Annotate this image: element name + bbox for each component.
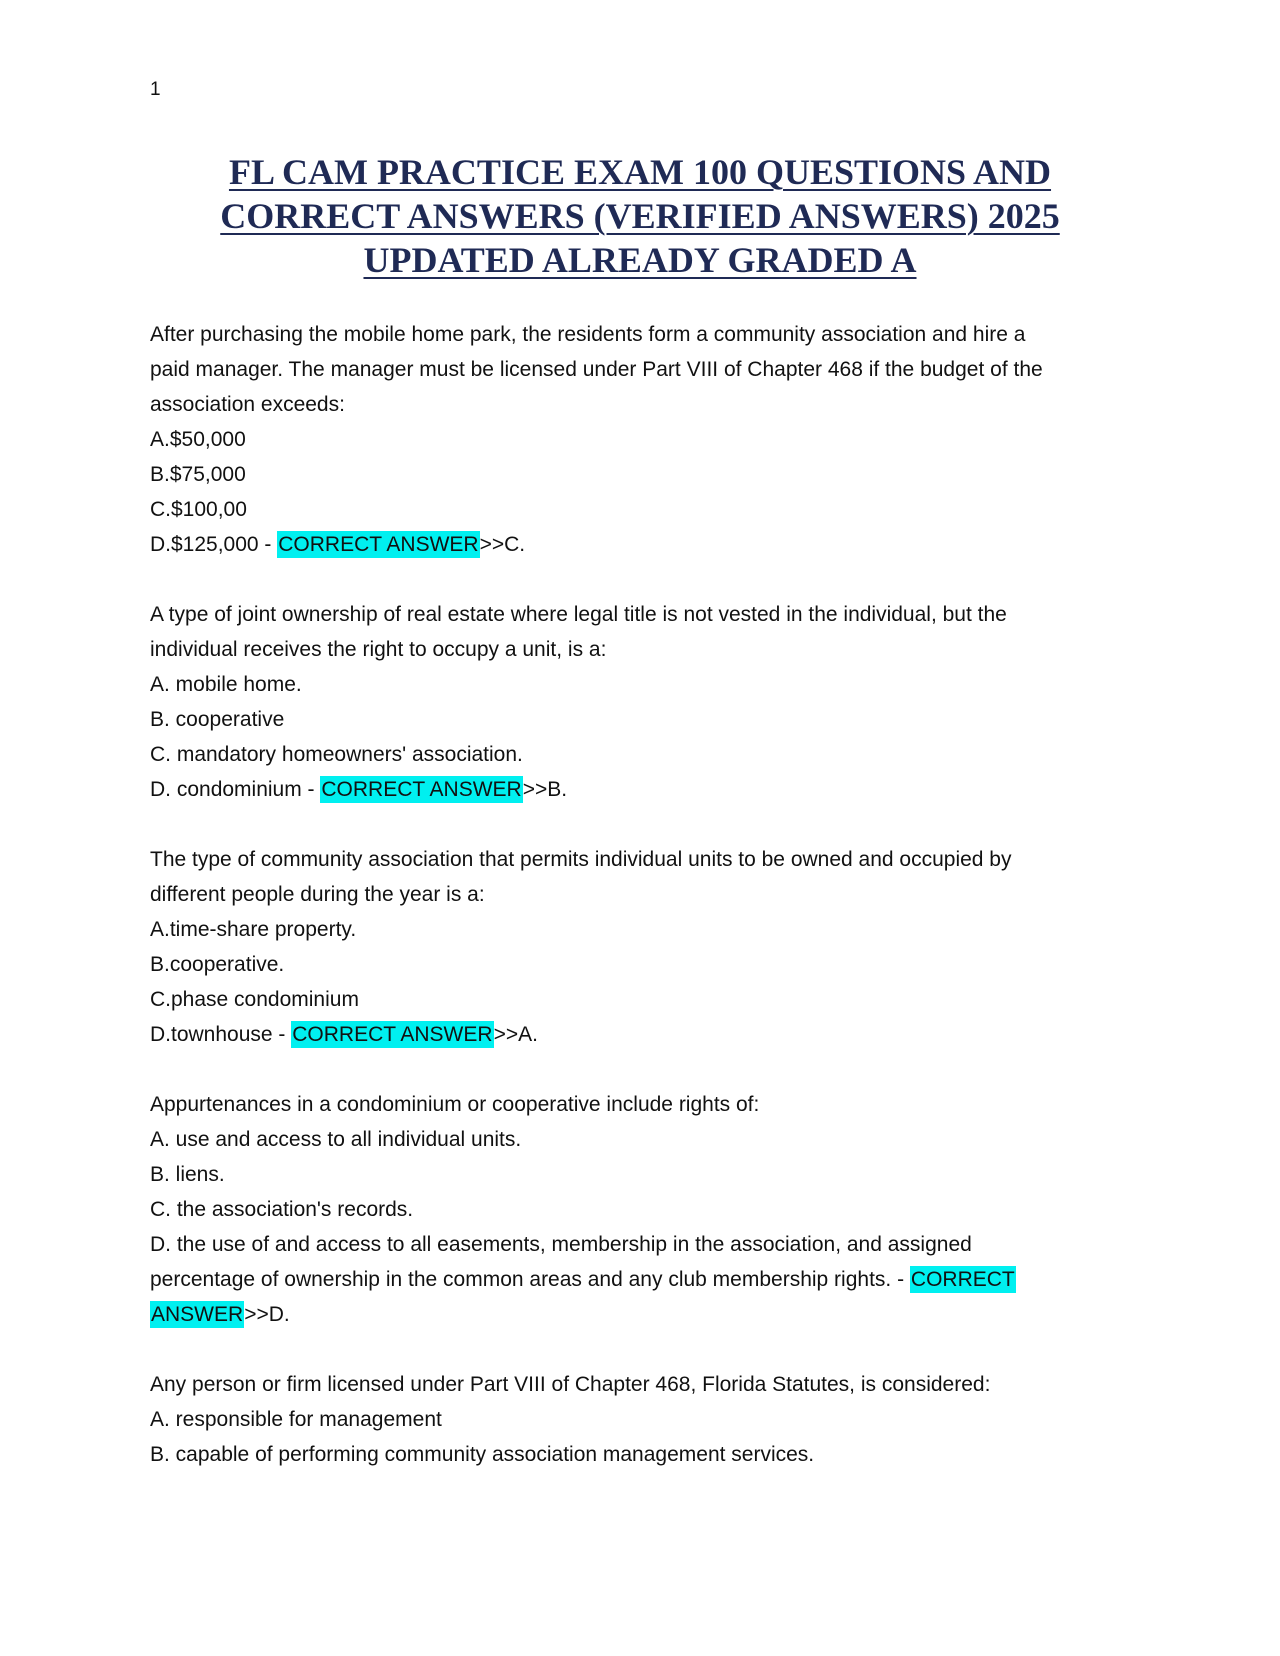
answer-option: percentage of ownership in the common areas and any club membership rights. - bbox=[150, 1268, 910, 1291]
answer-option: B. capable of performing community association management services. bbox=[150, 1443, 815, 1466]
question-block-5 bbox=[150, 1367, 1130, 1472]
correct-answer-highlight: CORRECT ANSWER bbox=[321, 778, 522, 801]
question-stem-line: Any person or firm licensed under Part VIII of Chapter 468, Florida Statutes, is considered: bbox=[150, 1373, 991, 1396]
correct-answer-highlight: CORRECT bbox=[910, 1268, 1015, 1291]
answer-option-with-key bbox=[150, 1262, 1130, 1297]
answer-option: B.cooperative. bbox=[150, 953, 285, 976]
answer-option: B. cooperative bbox=[150, 708, 285, 731]
correct-answer-highlight: CORRECT ANSWER bbox=[278, 533, 479, 556]
answer-option: D. the use of and access to all easements, membership in the association, and assigned bbox=[150, 1233, 972, 1256]
page-number: 1 bbox=[150, 79, 161, 100]
title-line-1: FL CAM PRACTICE EXAM 100 QUESTIONS AND bbox=[228, 152, 1052, 192]
answer-option: C. the association's records. bbox=[150, 1198, 414, 1221]
question-block-1 bbox=[150, 317, 1130, 562]
correct-answer-letter: >>B. bbox=[522, 778, 568, 801]
question-stem-line: paid manager. The manager must be licensed under Part VIII of Chapter 468 if the budget of the bbox=[150, 358, 1043, 381]
question-stem-line: different people during the year is a: bbox=[150, 883, 485, 906]
title-line-3: UPDATED ALREADY GRADED A bbox=[363, 240, 917, 280]
question-block-3 bbox=[150, 842, 1130, 1052]
answer-option: A. use and access to all individual units. bbox=[150, 1128, 522, 1151]
answer-option: A.time-share property. bbox=[150, 918, 357, 941]
correct-answer-highlight: CORRECT ANSWER bbox=[292, 1023, 493, 1046]
question-block-2 bbox=[150, 597, 1130, 807]
answer-option: B.$75,000 bbox=[150, 463, 246, 486]
answer-option-with-key bbox=[150, 527, 1130, 562]
title-line-2: CORRECT ANSWERS (VERIFIED ANSWERS) 2025 bbox=[220, 196, 1060, 236]
correct-answer-letter: >>C. bbox=[479, 533, 526, 556]
question-list bbox=[150, 317, 1130, 1507]
answer-option: C.phase condominium bbox=[150, 988, 359, 1011]
document-title bbox=[150, 150, 1130, 282]
answer-key-continuation bbox=[150, 1297, 1130, 1332]
question-stem-line: The type of community association that permits individual units to be owned and occupied by bbox=[150, 848, 1012, 871]
answer-option: B. liens. bbox=[150, 1163, 225, 1186]
answer-option: D.townhouse - bbox=[150, 1023, 292, 1046]
correct-answer-letter: >>A. bbox=[493, 1023, 538, 1046]
question-stem-line: A type of joint ownership of real estate where legal title is not vested in the individual, but the bbox=[150, 603, 1007, 626]
answer-option: D. condominium - bbox=[150, 778, 321, 801]
answer-option: C.$100,00 bbox=[150, 498, 247, 521]
correct-answer-highlight: ANSWER bbox=[151, 1303, 244, 1326]
answer-option: A. mobile home. bbox=[150, 673, 302, 696]
answer-option: A.$50,000 bbox=[150, 428, 246, 451]
answer-option-with-key bbox=[150, 1017, 1130, 1052]
answer-option-with-key bbox=[150, 772, 1130, 807]
answer-option: C. mandatory homeowners' association. bbox=[150, 743, 523, 766]
correct-answer-letter: >>D. bbox=[244, 1303, 290, 1326]
question-stem-line: Appurtenances in a condominium or cooperative include rights of: bbox=[150, 1093, 760, 1116]
question-stem-line: individual receives the right to occupy a unit, is a: bbox=[150, 638, 607, 661]
answer-option: D.$125,000 - bbox=[150, 533, 278, 556]
question-block-4 bbox=[150, 1087, 1130, 1332]
question-stem-line: association exceeds: bbox=[150, 393, 345, 416]
question-stem-line: After purchasing the mobile home park, the residents form a community association and hire a bbox=[150, 323, 1026, 346]
answer-option: A. responsible for management bbox=[150, 1408, 442, 1431]
